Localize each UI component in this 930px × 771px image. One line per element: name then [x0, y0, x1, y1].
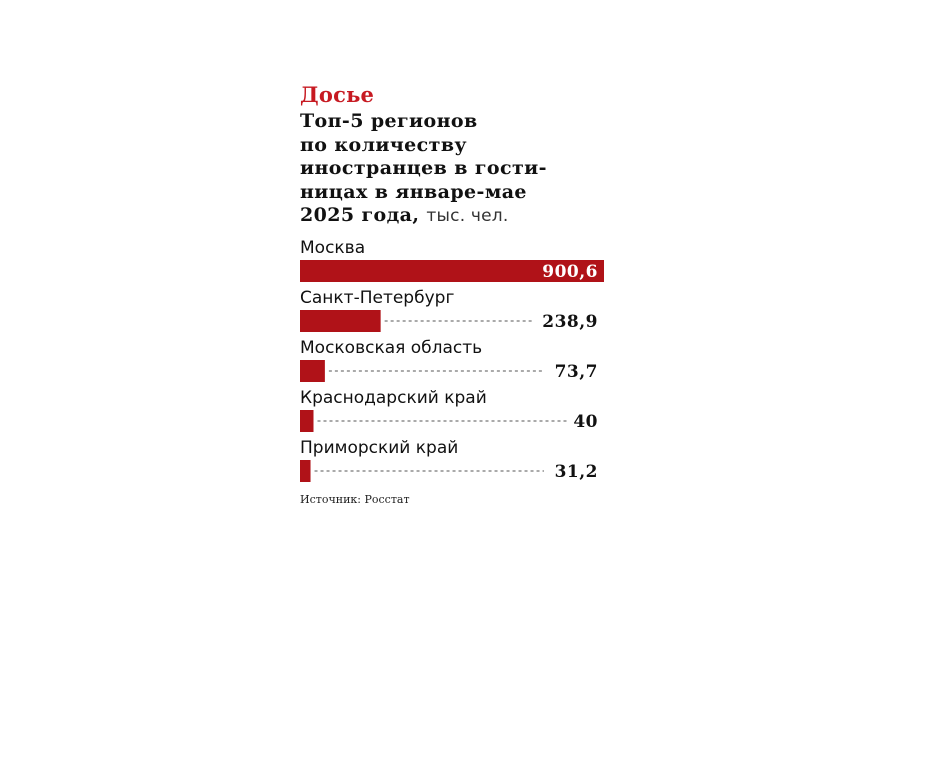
unit-label: тыс. чел.: [426, 206, 509, 226]
category-label: Москва: [300, 238, 366, 258]
bar: [300, 360, 325, 382]
category-label: Московская область: [300, 338, 483, 358]
value-label: 238,9: [542, 312, 598, 332]
category-label: Санкт-Петербург: [300, 288, 455, 308]
bar: [300, 310, 381, 332]
bar: [300, 460, 311, 482]
value-label: 900,6: [542, 262, 598, 282]
value-label: 73,7: [554, 362, 598, 382]
kicker: Досье: [300, 82, 375, 107]
bar: [300, 410, 314, 432]
value-label: 31,2: [554, 462, 598, 482]
title-line-2: по количеству: [300, 133, 467, 156]
title-line-4: ницах в январе-мае: [300, 180, 527, 203]
title-line-1: Топ-5 регионов: [300, 110, 478, 132]
category-label: Краснодарский край: [300, 388, 487, 408]
source-note: Источник: Росстат: [300, 493, 410, 506]
value-label: 40: [573, 412, 598, 432]
title-line-5-text: 2025 года,: [300, 204, 420, 226]
category-label: Приморский край: [300, 438, 459, 458]
title-line-3: иностранцев в гости-: [300, 157, 547, 179]
